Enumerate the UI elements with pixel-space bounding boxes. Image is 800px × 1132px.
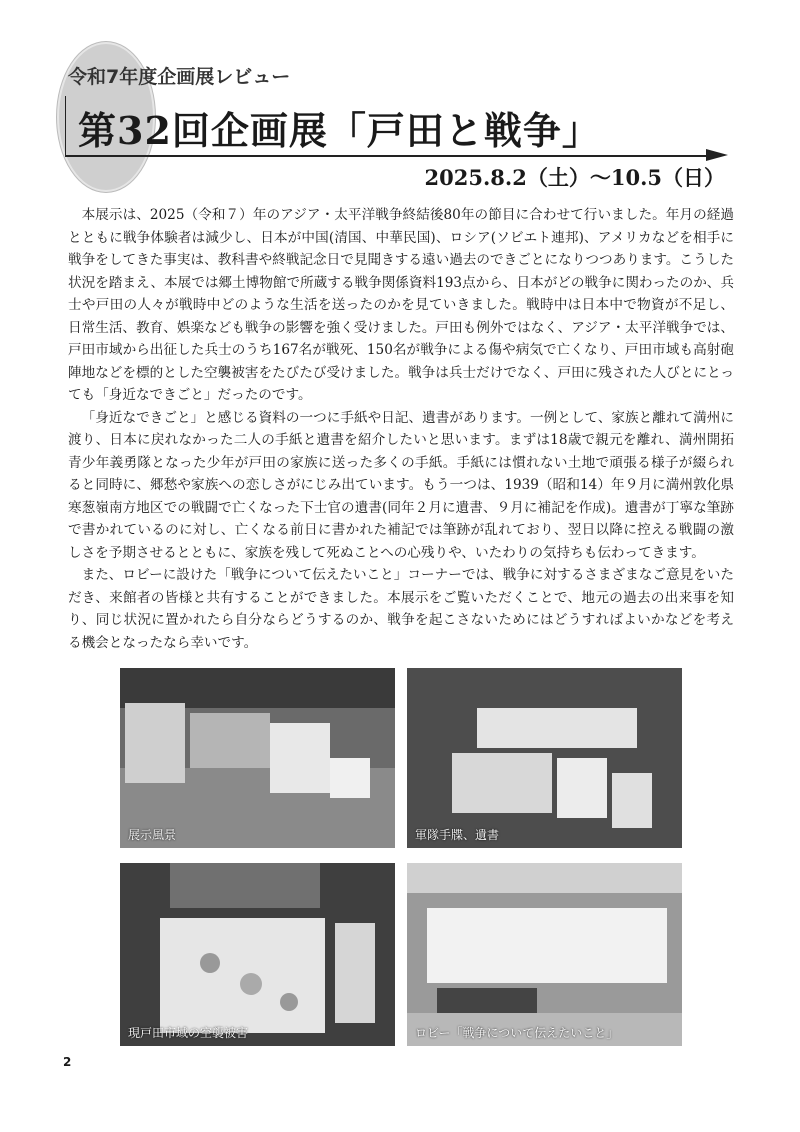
paragraph: また、ロビーに設けた「戦争について伝えたいこと」コーナーでは、戦争に対するさまざまなご意見をいただき、来館者の皆様と共有することができました。本展示をご覧いただくことで、地元の過去の出来事を知り、同じ状況に置かれたら自分ならどうするのか、戦争を起こさないためにはどうすればよいかなどを考える機会となったなら幸いです。 [68,567,734,651]
photo-lobby-corner [407,863,682,1046]
article-body [68,204,734,654]
title-vertical-rule [65,96,66,156]
photo-exhibition-view [120,668,395,848]
photo-caption: 展示風景 [128,828,177,842]
photo-caption: 現戸田市域の空襲被害 [128,1026,249,1040]
paragraph: 本展示は、2025（令和７）年のアジア・太平洋戦争終結後80年の節目に合わせて行いました。年月の経過とともに戦争体験者は減少し、日本が中国(清国、中華民国)、ロシア(ソビエト連邦)、アメリカなどを相手に戦争をしてきた事実は、教科書や終戦記念日で見聞きする遠い過去のできごとになりつつあります。こうした状況を踏まえ、本展では郷土博物館で所蔵する戦争関係資料193点から、日本がどの戦争に関わったのか、兵士や戸田の人々が戦時中どのような生活を送ったのかを見ていきました。戦時中は日本中で物資が不足し、日常生活、教育、娯楽なども戦争の影響を強く受けました。戸田も例外ではなく、アジア・太平洋戦争では、戸田市域から出征した兵士のうち167名が戦死、150名が戦争による傷や病気で亡くなり、戸田市域も高射砲陣地などを標的とした空襲被害をたびたび受けました。戦争は兵士だけでなく、戸田に残された人びとにとっても「身近なできごと」だったのです。 [68,207,734,403]
section-kicker: 令和7年度企画展レビュー [68,66,291,88]
exhibition-dates: 2025.8.2（土）～10.5（日） [424,165,725,190]
page-title: 第32回企画展「戸田と戦争」 [78,108,601,153]
photo-caption: 軍隊手牒、遺書 [415,828,500,842]
photo-caption: ロビー「戦争について伝えたいこと」 [415,1026,619,1040]
photo-air-raid-map [120,863,395,1046]
page-number: 2 [63,1055,72,1069]
photo-grid [120,668,682,1046]
title-arrow-line [65,155,710,157]
photo-military-documents [407,668,682,848]
arrowhead-icon [706,149,728,161]
paragraph: 「身近なできごと」と感じる資料の一つに手紙や日記、遺書があります。一例として、家族と離れて満州に渡り、日本に戻れなかった二人の手紙と遺書を紹介したいと思います。まずは18歳で親元を離れ、満州開拓青少年義勇隊となった少年が戸田の家族に送った多くの手紙。手紙には慣れない土地で頑張る様子が綴られると同時に、郷愁や家族への恋しさがにじみ出ています。もう一つは、1939（昭和14）年９月に満州敦化県寒葱嶺南方地区での戦闘で亡くなった下士官の遺書(同年２月に遺書、９月に補記を作成)。遺書が丁寧な筆跡で書かれているのに対し、亡くなる前日に書かれた補記では筆跡が乱れており、翌日以降に控える戦闘の激しさを予期させるとともに、家族を残して死ぬことへの心残りや、いたわりの気持ちも伝わってきます。 [68,409,734,561]
article-flow [68,204,734,1046]
